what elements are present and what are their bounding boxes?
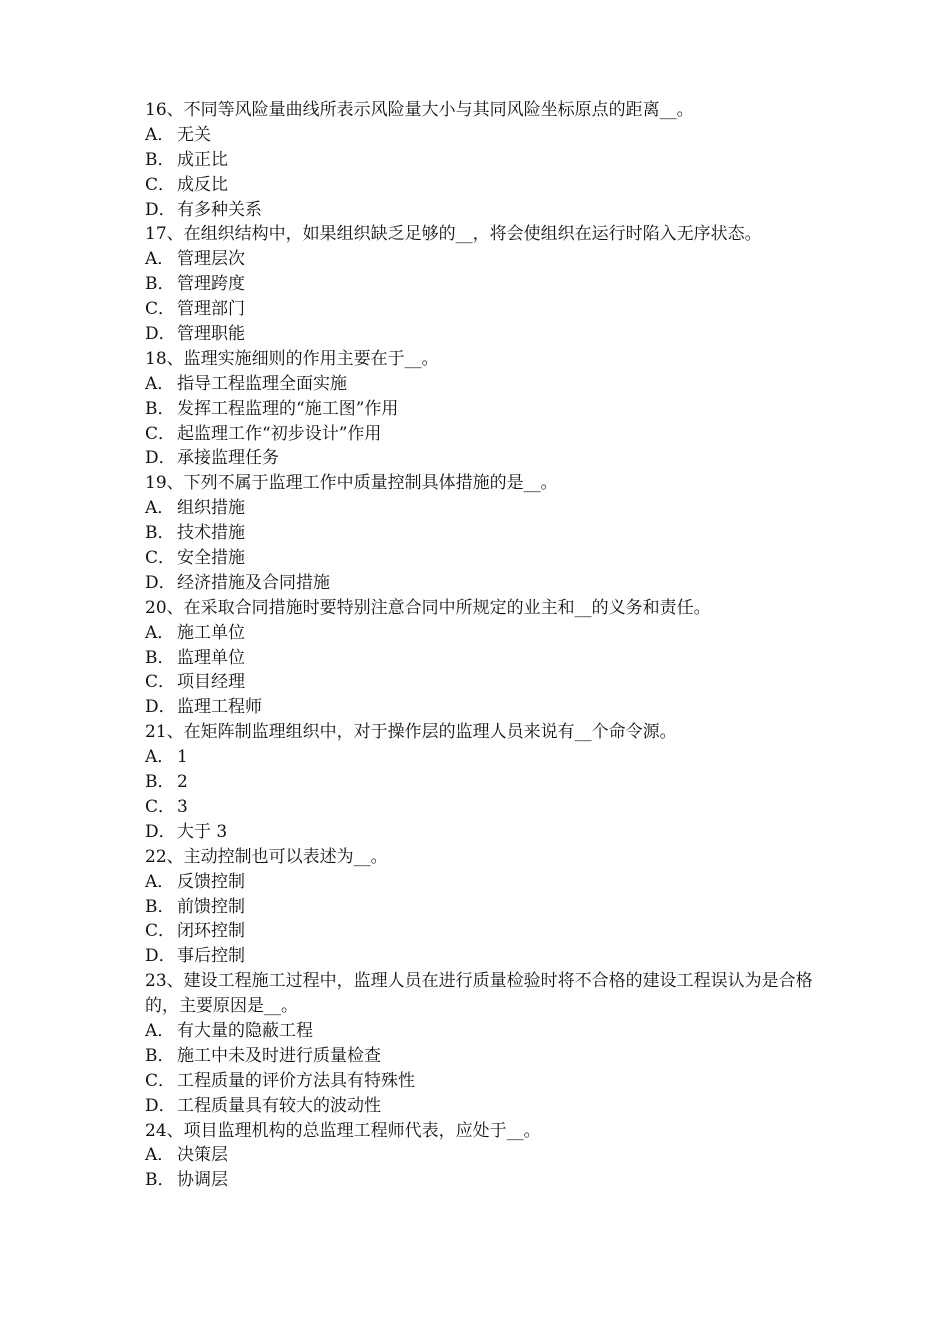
option-letter: A．: [145, 871, 175, 892]
question-number: 24、: [145, 1120, 184, 1141]
option-text: 成正比: [177, 149, 228, 170]
option-text: 工程质量具有较大的波动性: [177, 1095, 381, 1116]
option-text: 反馈控制: [177, 871, 245, 892]
option-d: [145, 322, 825, 347]
option-letter: C．: [145, 174, 176, 195]
option-letter: A．: [145, 1020, 175, 1041]
question-17: [145, 222, 825, 247]
option-letter: B．: [145, 772, 175, 793]
question-22: [145, 845, 825, 870]
option-text: 前馈控制: [177, 896, 245, 917]
option-text: 管理层次: [177, 249, 245, 270]
option-text: 施工中未及时进行质量检查: [177, 1045, 381, 1066]
option-text: 技术措施: [177, 523, 245, 544]
option-c: [145, 1069, 825, 1094]
option-d: [145, 695, 825, 720]
option-a: [145, 123, 825, 148]
option-c: [145, 670, 825, 695]
option-letter: B．: [145, 523, 175, 544]
option-d: [145, 446, 825, 471]
option-a: [145, 745, 825, 770]
option-text: 工程质量的评价方法具有特殊性: [177, 1070, 415, 1091]
option-letter: A．: [145, 373, 175, 394]
option-letter: C．: [145, 299, 176, 320]
option-letter: B．: [145, 149, 175, 170]
option-text: 安全措施: [177, 548, 245, 569]
option-letter: B．: [145, 398, 175, 419]
option-c: [145, 919, 825, 944]
option-a: [145, 1143, 825, 1168]
option-c: [145, 422, 825, 447]
question-text: 在矩阵制监理组织中，对于操作层的监理人员来说有__个命令源。: [183, 722, 677, 743]
option-letter: A．: [145, 249, 175, 270]
option-letter: D．: [145, 697, 176, 718]
option-text: 项目经理: [177, 672, 245, 693]
option-letter: C．: [145, 548, 176, 569]
option-letter: B．: [145, 896, 175, 917]
option-a: [145, 870, 825, 895]
option-text: 管理职能: [177, 324, 245, 345]
option-text: 3: [177, 796, 188, 817]
option-b: [145, 397, 825, 422]
option-c: [145, 297, 825, 322]
option-text: 监理单位: [177, 647, 245, 668]
question-23: [145, 969, 825, 1019]
option-a: [145, 621, 825, 646]
option-text: 事后控制: [177, 946, 245, 967]
option-letter: D．: [145, 199, 176, 220]
option-letter: B．: [145, 1170, 175, 1191]
option-d: [145, 571, 825, 596]
option-text: 1: [177, 747, 188, 768]
option-text: 经济措施及合同措施: [177, 572, 330, 593]
option-letter: A．: [145, 498, 175, 519]
option-text: 大于 3: [177, 821, 228, 842]
option-text: 起监理工作“初步设计”作用: [177, 423, 382, 444]
option-b: [145, 770, 825, 795]
option-letter: B．: [145, 1045, 175, 1066]
option-b: [145, 895, 825, 920]
option-c: [145, 546, 825, 571]
question-number: 22、: [145, 846, 184, 867]
document-page: [145, 98, 825, 1193]
option-b: [145, 148, 825, 173]
option-letter: A．: [145, 622, 175, 643]
question-text: 建设工程施工过程中，监理人员在进行质量检验时将不合格的建设工程误认为是合格的，主要原因是__。: [145, 971, 813, 1017]
option-c: [145, 795, 825, 820]
option-b: [145, 521, 825, 546]
option-letter: C．: [145, 796, 176, 817]
question-number: 20、: [145, 597, 184, 618]
option-text: 承接监理任务: [177, 448, 279, 469]
question-text: 主动控制也可以表述为__。: [183, 846, 388, 867]
option-text: 有多种关系: [177, 199, 262, 220]
option-letter: C．: [145, 423, 176, 444]
option-text: 施工单位: [177, 622, 245, 643]
question-number: 21、: [145, 722, 184, 743]
question-19: [145, 471, 825, 496]
option-d: [145, 198, 825, 223]
question-text: 在组织结构中，如果组织缺乏足够的__，将会使组织在运行时陷入无序状态。: [183, 224, 762, 245]
question-number: 23、: [145, 971, 184, 992]
question-text: 下列不属于监理工作中质量控制具体措施的是__。: [183, 473, 558, 494]
option-d: [145, 820, 825, 845]
option-letter: B．: [145, 274, 175, 295]
option-d: [145, 944, 825, 969]
question-text: 在采取合同措施时要特别注意合同中所规定的业主和__的义务和责任。: [183, 597, 711, 618]
option-text: 有大量的隐蔽工程: [177, 1020, 313, 1041]
option-text: 无关: [177, 124, 211, 145]
option-letter: A．: [145, 124, 175, 145]
question-number: 19、: [145, 473, 184, 494]
question-18: [145, 347, 825, 372]
option-b: [145, 1044, 825, 1069]
option-a: [145, 496, 825, 521]
option-b: [145, 272, 825, 297]
option-letter: B．: [145, 647, 175, 668]
question-21: [145, 720, 825, 745]
option-text: 监理工程师: [177, 697, 262, 718]
option-text: 指导工程监理全面实施: [177, 373, 347, 394]
question-text: 监理实施细则的作用主要在于__。: [183, 348, 439, 369]
option-letter: D．: [145, 946, 176, 967]
option-letter: D．: [145, 821, 176, 842]
option-letter: D．: [145, 448, 176, 469]
option-letter: D．: [145, 324, 176, 345]
option-text: 闭环控制: [177, 921, 245, 942]
option-letter: C．: [145, 672, 176, 693]
option-letter: D．: [145, 1095, 176, 1116]
option-text: 协调层: [177, 1170, 228, 1191]
option-text: 2: [177, 772, 188, 793]
question-16: [145, 98, 825, 123]
option-letter: D．: [145, 572, 176, 593]
option-letter: A．: [145, 747, 175, 768]
question-number: 18、: [145, 348, 184, 369]
option-c: [145, 173, 825, 198]
option-letter: C．: [145, 921, 176, 942]
question-24: [145, 1119, 825, 1144]
question-20: [145, 596, 825, 621]
option-text: 成反比: [177, 174, 228, 195]
question-number: 17、: [145, 224, 184, 245]
question-number: 16、: [145, 100, 184, 120]
option-text: 管理跨度: [177, 274, 245, 295]
option-letter: C．: [145, 1070, 176, 1091]
option-a: [145, 247, 825, 272]
option-d: [145, 1094, 825, 1119]
option-a: [145, 1019, 825, 1044]
option-b: [145, 646, 825, 671]
option-text: 决策层: [177, 1145, 228, 1166]
option-b: [145, 1168, 825, 1193]
question-text: 不同等风险量曲线所表示风险量大小与其同风险坐标原点的距离__。: [183, 100, 694, 120]
option-letter: A．: [145, 1145, 175, 1166]
option-text: 发挥工程监理的“施工图”作用: [177, 398, 399, 419]
option-text: 组织措施: [177, 498, 245, 519]
question-text: 项目监理机构的总监理工程师代表，应处于__。: [183, 1120, 541, 1141]
option-a: [145, 372, 825, 397]
option-text: 管理部门: [177, 299, 245, 320]
